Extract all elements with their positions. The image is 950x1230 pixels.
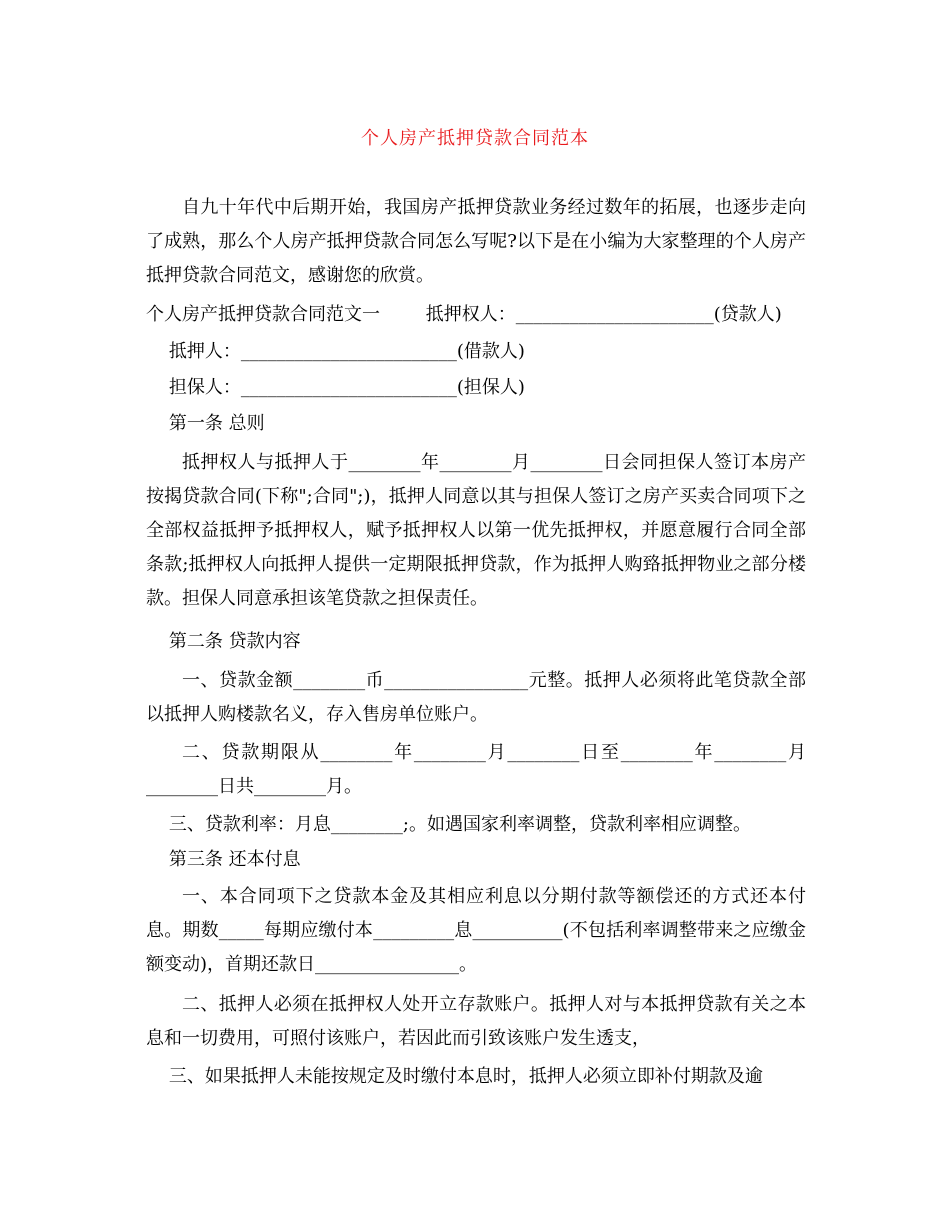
article1-heading: 第一条 总则 [146,413,265,434]
intro-paragraph: 自九十年代中后期开始，我国房产抵押贷款业务经过数年的拓展，也逐步走向了成熟，那么个人房产抵押贷款合同怎么写呢?以下是在小编为大家整理的个人房产抵押贷款合同范文，感谢您的欣赏。 [146,197,806,286]
article2-item-3: 三、贷款利率：月息________;。如遇国家利率调整，贷款利率相应调整。 [146,814,751,835]
document-title: 个人房产抵押贷款合同范本 [361,128,589,149]
article2-heading: 第二条 贷款内容 [146,631,301,652]
article3-heading: 第三条 还本付息 [146,849,301,870]
mortgagor-line: 抵押人：________________________(借款人) [146,341,525,362]
article1-body: 抵押权人与抵押人于________年________月________日会同担保人签订本房产按揭贷款合同(下称";合同";)，抵押人同意以其与担保人签订之房产买卖合同项下之全部权益抵押予抵押权人，赋予抵押权人以第一优先抵押权，并愿意履行合同全部条款;抵押权人向抵押人提供一定期限抵押贷款，作为抵押人购臵抵押物业之部分楼款。担保人同意承担该笔贷款之担保责任。 [146,452,806,609]
sample-heading-line: 个人房产抵押贷款合同范文一 抵押权人：______________________(贷款人) [146,304,782,325]
article2-item-1: 一、贷款金额________币________________元整。抵押人必须将此笔贷款全部以抵押人购楼款名义，存入售房单位账户。 [146,670,806,725]
article2-item-2: 二、贷款期限从________年________月________日至________年________月________日共________月。 [146,742,806,797]
article3-item-3: 三、如果抵押人未能按规定及时缴付本息时，抵押人必须立即补付期款及逾 [146,1066,763,1087]
article3-item-2: 二、抵押人必须在抵押权人处开立存款账户。抵押人对与本抵押贷款有关之本息和一切费用，可照付该账户，若因此而引致该账户发生透支， [146,994,806,1049]
guarantor-line: 担保人：________________________(担保人) [146,377,525,398]
article3-item-1: 一、本合同项下之贷款本金及其相应利息以分期付款等额偿还的方式还本付息。期数_____每期应缴付本_________息__________(不包括利率调整带来之应缴金额变动)，首期还款日________________。 [146,886,806,975]
